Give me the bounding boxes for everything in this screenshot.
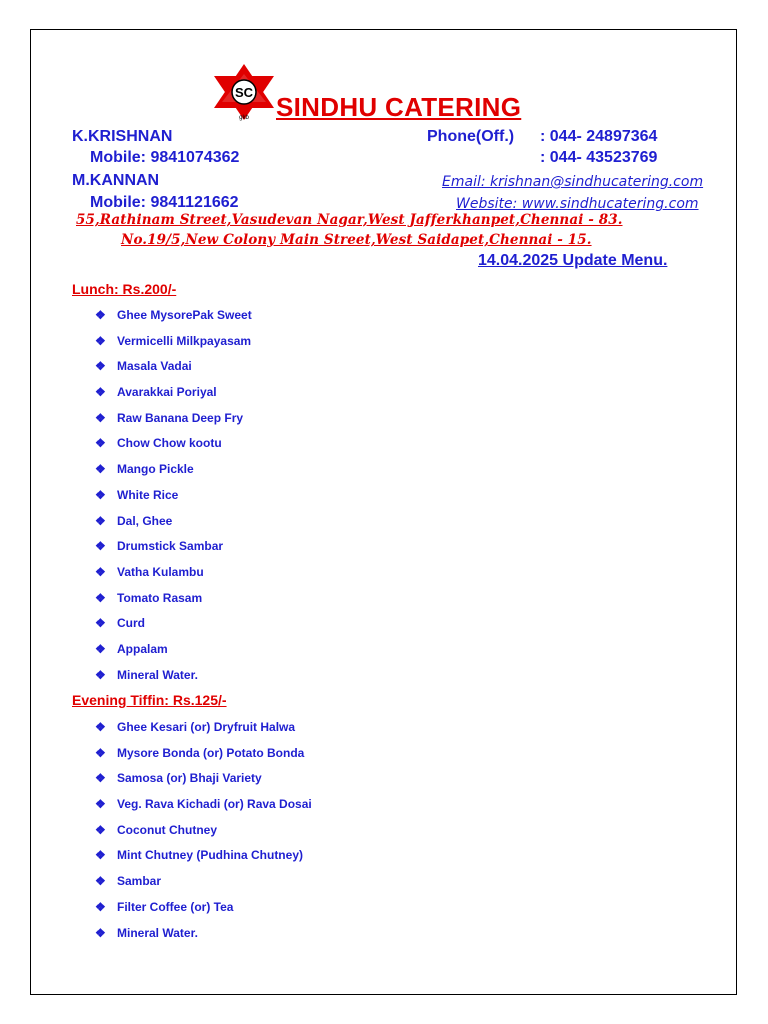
website-link[interactable]: Website: www.sindhucatering.com bbox=[456, 196, 699, 212]
lunch-menu-item-label: Tomato Rasam bbox=[117, 590, 203, 605]
lunch-menu-item bbox=[95, 589, 252, 615]
diamond-bullet-icon: ❖ bbox=[95, 771, 106, 786]
lunch-menu-item bbox=[95, 614, 252, 640]
contact2-name: M.KANNAN bbox=[72, 172, 160, 189]
lunch-menu-item bbox=[95, 512, 252, 538]
diamond-bullet-icon: ❖ bbox=[95, 797, 106, 812]
evening-menu-item-label: Mineral Water. bbox=[117, 925, 198, 940]
evening-menu-item-label: Filter Coffee (or) Tea bbox=[117, 899, 234, 914]
address-line-1: 55,Rathinam Street,Vasudevan Nagar,West Jafferkhanpet,Chennai - 83. bbox=[76, 212, 623, 228]
lunch-menu-item-label: Mineral Water. bbox=[117, 667, 198, 682]
diamond-bullet-icon: ❖ bbox=[95, 822, 106, 837]
brand-title: SINDHU CATERING bbox=[276, 92, 522, 122]
diamond-bullet-icon: ❖ bbox=[95, 564, 106, 579]
evening-menu-item-label: Sambar bbox=[117, 874, 162, 889]
lunch-menu-item-label: Ghee MysorePak Sweet bbox=[117, 308, 252, 322]
lunch-menu-item-label: Vatha Kulambu bbox=[117, 564, 204, 579]
lunch-menu-item-label: Dal, Ghee bbox=[117, 513, 173, 528]
lunch-menu-item-label: Avarakkai Poriyal bbox=[117, 385, 217, 400]
diamond-bullet-icon: ❖ bbox=[95, 667, 106, 682]
lunch-menu-item bbox=[95, 409, 252, 435]
evening-menu-item bbox=[95, 924, 312, 950]
evening-section-title: Evening Tiffin: Rs.125/- bbox=[72, 692, 227, 708]
lunch-menu-item-label: White Rice bbox=[117, 487, 179, 502]
contact2-mobile: Mobile: 9841121662 bbox=[90, 194, 239, 211]
sindhu-catering-logo bbox=[212, 62, 276, 122]
svg-text:SC: SC bbox=[234, 85, 254, 100]
diamond-bullet-icon: ❖ bbox=[95, 925, 106, 940]
contact1-name: K.KRISHNAN bbox=[72, 128, 173, 145]
diamond-bullet-icon: ❖ bbox=[95, 720, 106, 734]
email-link[interactable]: Email: krishnan@sindhucatering.com bbox=[442, 174, 704, 190]
evening-menu-item bbox=[95, 846, 312, 872]
lunch-menu-item-label: Drumstick Sambar bbox=[117, 539, 224, 554]
diamond-bullet-icon: ❖ bbox=[95, 333, 106, 348]
lunch-menu-item-label: Chow Chow kootu bbox=[117, 436, 222, 451]
evening-menu-item-label: Samosa (or) Bhaji Variety bbox=[117, 771, 262, 786]
lunch-menu-item bbox=[95, 666, 252, 692]
lunch-menu-item bbox=[95, 434, 252, 460]
lunch-menu-item-label: Mango Pickle bbox=[117, 462, 194, 477]
evening-menu-item bbox=[95, 898, 312, 924]
diamond-bullet-icon: ❖ bbox=[95, 641, 106, 656]
lunch-menu-item bbox=[95, 563, 252, 589]
evening-menu-item-label: Mint Chutney (Pudhina Chutney) bbox=[117, 848, 303, 863]
address-line-2: No.19/5,New Colony Main Street,West Saidapet,Chennai - 15. bbox=[121, 232, 592, 248]
svg-text:gkb: gkb bbox=[239, 115, 249, 121]
contact1-mobile: Mobile: 9841074362 bbox=[90, 149, 240, 166]
evening-menu-item-label: Coconut Chutney bbox=[117, 822, 217, 837]
diamond-bullet-icon: ❖ bbox=[95, 539, 106, 554]
evening-menu-item bbox=[95, 718, 312, 744]
diamond-bullet-icon: ❖ bbox=[95, 745, 106, 760]
lunch-menu-item-label: Vermicelli Milkpayasam bbox=[117, 333, 252, 348]
lunch-menu-item bbox=[95, 486, 252, 512]
diamond-bullet-icon: ❖ bbox=[95, 616, 106, 631]
evening-menu-item-label: Veg. Rava Kichadi (or) Rava Dosai bbox=[117, 797, 312, 812]
diamond-bullet-icon: ❖ bbox=[95, 899, 106, 914]
lunch-menu-item bbox=[95, 332, 252, 358]
lunch-menu-list bbox=[95, 306, 252, 691]
diamond-bullet-icon: ❖ bbox=[95, 513, 106, 528]
evening-menu-item bbox=[95, 872, 312, 898]
diamond-bullet-icon: ❖ bbox=[95, 436, 106, 451]
diamond-bullet-icon: ❖ bbox=[95, 462, 106, 477]
evening-menu-item bbox=[95, 795, 312, 821]
diamond-bullet-icon: ❖ bbox=[95, 590, 106, 605]
diamond-bullet-icon: ❖ bbox=[95, 359, 106, 374]
lunch-menu-item-label: Masala Vadai bbox=[117, 359, 192, 374]
phone-number-1: : 044- 24897364 bbox=[540, 128, 658, 145]
lunch-menu-item-label: Appalam bbox=[117, 641, 168, 656]
lunch-menu-item-label: Raw Banana Deep Fry bbox=[117, 410, 244, 425]
diamond-bullet-icon: ❖ bbox=[95, 487, 106, 502]
phone-number-2: : 044- 43523769 bbox=[540, 149, 658, 166]
phone-label: Phone(Off.) bbox=[427, 128, 515, 145]
lunch-menu-item-label: Curd bbox=[117, 616, 145, 631]
evening-menu-list bbox=[95, 718, 312, 949]
evening-menu-item bbox=[95, 769, 312, 795]
evening-menu-item-label: Mysore Bonda (or) Potato Bonda bbox=[117, 745, 305, 760]
diamond-bullet-icon: ❖ bbox=[95, 848, 106, 863]
evening-menu-item bbox=[95, 744, 312, 770]
diamond-bullet-icon: ❖ bbox=[95, 410, 106, 425]
lunch-menu-item bbox=[95, 537, 252, 563]
evening-menu-item-label: Ghee Kesari (or) Dryfruit Halwa bbox=[117, 720, 296, 734]
diamond-bullet-icon: ❖ bbox=[95, 385, 106, 400]
diamond-bullet-icon: ❖ bbox=[95, 874, 106, 889]
update-menu-date: 14.04.2025 Update Menu. bbox=[478, 252, 668, 269]
diamond-bullet-icon: ❖ bbox=[95, 308, 106, 322]
lunch-menu-item bbox=[95, 640, 252, 666]
evening-menu-item bbox=[95, 821, 312, 847]
lunch-menu-item bbox=[95, 383, 252, 409]
lunch-menu-item bbox=[95, 306, 252, 332]
lunch-menu-item bbox=[95, 460, 252, 486]
lunch-section-title: Lunch: Rs.200/- bbox=[72, 281, 177, 297]
lunch-menu-item bbox=[95, 357, 252, 383]
